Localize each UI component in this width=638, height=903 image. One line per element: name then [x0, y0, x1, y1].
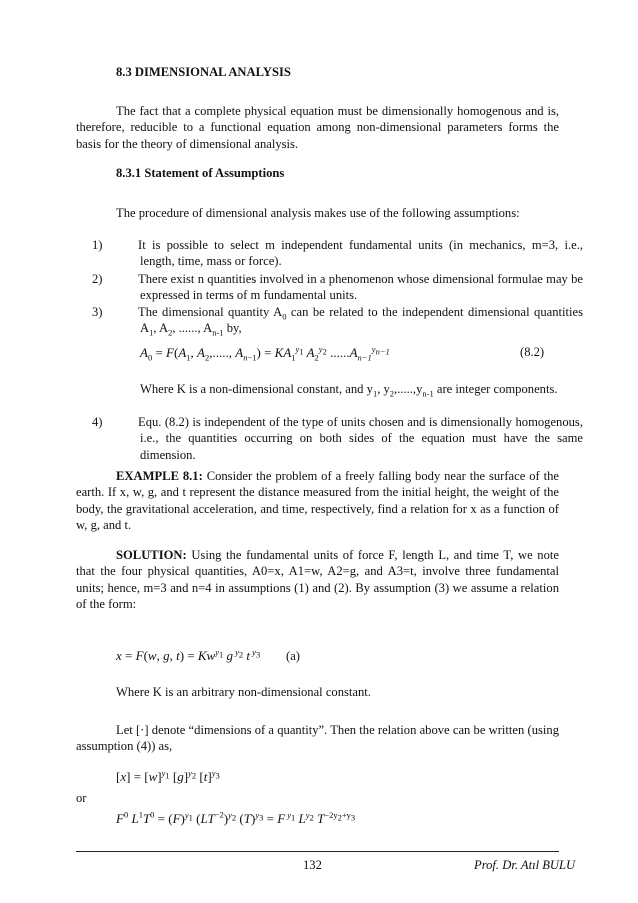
list-number: 2) — [92, 272, 103, 286]
list-number: 1) — [92, 238, 103, 252]
arbitrary-k-text: Where K is an arbitrary non-dimensional constant. — [116, 685, 371, 699]
list-item — [92, 271, 583, 304]
section-heading: 8.3 DIMENSIONAL ANALYSIS — [116, 65, 291, 79]
dimension-equation: $[x] = [w]^{y_1}$ $[g]^{y_2}$ $[t]^{y_3}$ — [116, 767, 220, 784]
page-number: 132 — [303, 858, 322, 872]
list-item — [92, 237, 583, 270]
list-text: The dimensional quantity A — [138, 305, 283, 319]
solution-paragraph — [76, 547, 559, 612]
list-text: It is possible to select m independent fundamental units (in mechanics, m=3, i.e., length, time, mass or force). — [138, 238, 583, 269]
equation-8-2: $A_0 = F(A_1$, $A_2$,....., $A_{n-1}) = KA_1^{y_1}$ $A_2^{y_2}$ $......A_{n-1}^{y_{n-1}}$ — [140, 343, 390, 363]
subsection-heading: 8.3.1 Statement of Assumptions — [116, 166, 285, 180]
example-label: EXAMPLE 8.1: — [116, 469, 203, 483]
list-item — [92, 414, 583, 463]
solution-label: SOLUTION: — [116, 548, 187, 562]
list-text: There exist n quantities involved in a phenomenon whose dimensional formulae may be expressed in terms of m fundamental units. — [138, 272, 583, 303]
author-footer: Prof. Dr. Atıl BULU — [474, 858, 576, 872]
equation-a: x = F(w, g, $t) = Kw^{y_1}$ g $^{y_2}$ t $^{y_3}$ — [116, 646, 261, 663]
solution-text: Using the fundamental units of force F, length L, and time T, we note that the four physical quantities, A0=x, A1=w, A2=g, and A3=t, involve three fundamental units; hence, m=3 and n=4 in assumptions (1) and (2). By assumption (3) we assume a relation of the form: — [76, 548, 559, 612]
example-text: Consider the problem of a freely falling body near the surface of the earth. If x, w, g, and t represent the distance measured from the initial height, the weight of the body, the gravitational acceleration, and time, respectively, find a relation for x as a function of w, g, and t. — [76, 469, 559, 533]
expanded-dimension-equation: $F^0$ $L^1T^0 = (F)^{y_1}$ $(LT^{-2})^{y_2}$ $(T)^{y_3} = F$ $^{y_1}$ $L^{y_2}$ $T^{-2y_2+y_3}$ — [116, 809, 356, 826]
list-text: Equ. (8.2) is independent of the type of units chosen and is dimensionally homogenous, i.e., the quantities occurring on both sides of the equation must have the same dimension. — [138, 415, 583, 462]
list-item: 3) The dimensional quantity $A_0$ can be related to the independent dimensional quantities $A_1$, $A_2$, ......, $A_{n-1}$ by, — [92, 305, 583, 338]
equation-a-label: (a) — [286, 649, 300, 663]
where-k-text: Where K is a non-dimensional constant, and $y_1$, $y_2,.....,y_{n-1}$ are integer components. — [140, 382, 558, 399]
example-paragraph — [76, 468, 559, 533]
list-number: 3) — [92, 305, 103, 319]
subsection-intro: The procedure of dimensional analysis makes use of the following assumptions: — [116, 206, 520, 220]
section-intro: The fact that a complete physical equation must be dimensionally homogenous and is, therefore, reducible to a functional equation among non-dimensional parameters forms the basis for the theory of dimensional analysis. — [76, 104, 559, 151]
equation-number: (8.2) — [520, 345, 545, 359]
or-text: or — [76, 791, 87, 805]
list-number: 4) — [92, 415, 103, 429]
footer-rule — [76, 851, 559, 852]
let-paragraph: Let [·] denote “dimensions of a quantity”. Then the relation above can be written (using assumption (4)) as, — [76, 723, 559, 754]
